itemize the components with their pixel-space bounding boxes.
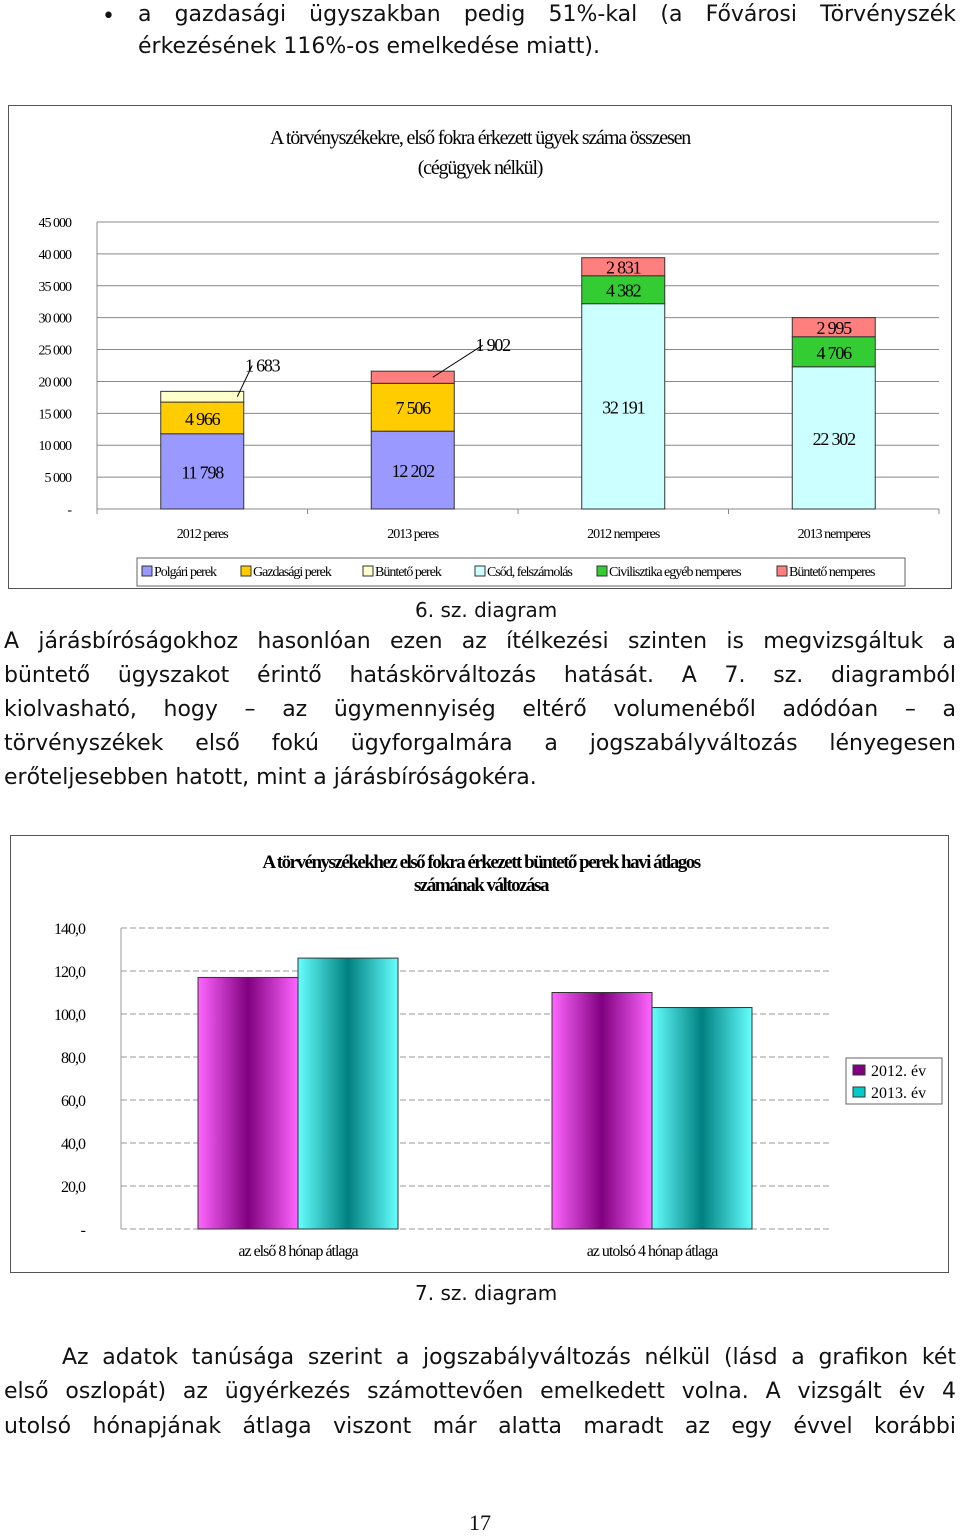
- paragraph-1-line-1: A járásbíróságokhoz hasonlóan ezen az ítélkezési szinten is megvizsgáltuk a: [4, 629, 956, 654]
- data-label: 4 382: [605, 280, 641, 301]
- y-tick-label: 40 000: [38, 247, 71, 263]
- intro-line-2: érkezésének 116%-os emelkedése miatt).: [138, 34, 600, 59]
- page-number: 17: [469, 1510, 491, 1535]
- bar-segment: [161, 391, 244, 402]
- legend-label: 2013. év: [871, 1085, 927, 1102]
- paragraph-2-line-1: Az adatok tanúsága szerint a jogszabályváltozás nélkül (lásd a grafikon két: [62, 1345, 956, 1370]
- legend-label: Csőd, felszámolás: [487, 565, 572, 580]
- y-tick-label: 45 000: [38, 216, 71, 231]
- legend-label: 2012. év: [871, 1063, 927, 1080]
- legend-swatch: [597, 566, 607, 576]
- chart-1-title: A törvényszékekre, első fokra érkezett ügyek száma összesen: [269, 127, 691, 149]
- paragraph-1-line-5: erőteljesebben hatott, mint a járásbíróságokéra.: [4, 765, 537, 790]
- data-label: 22 302: [812, 428, 855, 449]
- x-tick-label: az utolsó 4 hónap átlaga: [586, 1243, 718, 1260]
- legend-label: Gazdasági perek: [253, 565, 331, 580]
- x-tick-label: 2012 nemperes: [587, 527, 660, 542]
- bar-segment: [371, 371, 454, 383]
- chart-1-svg: [9, 106, 951, 588]
- chart-2-title-2: számának változása: [414, 875, 548, 896]
- data-label: 4 966: [184, 408, 220, 429]
- y-tick-label: -: [80, 1222, 85, 1239]
- x-tick-label: az első 8 hónap átlaga: [238, 1243, 358, 1260]
- legend-swatch: [853, 1065, 865, 1075]
- chart-1-caption: 6. sz. diagram: [415, 598, 558, 622]
- paragraph-2-line-3: utolsó hónapjának átlaga viszont már alatta maradt az egy évvel korábbi: [4, 1414, 956, 1439]
- bar: [298, 958, 398, 1229]
- y-tick-label: 15 000: [38, 407, 71, 423]
- chart-1: [8, 105, 952, 589]
- data-label: 32 191: [602, 397, 645, 418]
- y-tick-label: 60,0: [61, 1093, 85, 1110]
- intro-line-1: a gazdasági ügyszakban pedig 51%-kal (a Fővárosi Törvényszék: [138, 2, 956, 27]
- legend-swatch: [241, 566, 251, 576]
- x-tick-label: 2013 peres: [387, 527, 439, 542]
- legend-swatch: [777, 566, 787, 576]
- data-label: 2 995: [816, 318, 852, 339]
- data-label: 7 506: [395, 398, 431, 419]
- y-tick-label: 30 000: [38, 311, 71, 327]
- data-label: 1 683: [244, 355, 280, 376]
- y-tick-label: 25 000: [38, 343, 71, 359]
- paragraph-1-line-3: kiolvasható, hogy – az ügymennyiség eltérő volumenéből adódóan – a: [4, 697, 956, 722]
- chart-2-caption: 7. sz. diagram: [415, 1281, 558, 1305]
- paragraph-2-line-2: első oszlopát) az ügyérkezés számottevően emelkedett volna. A vizsgált év 4: [4, 1379, 956, 1404]
- legend-swatch: [475, 566, 485, 576]
- legend-label: Civilisztika egyéb nemperes: [609, 565, 741, 580]
- chart-2: [10, 835, 949, 1273]
- legend-label: Büntető nemperes: [789, 565, 875, 580]
- x-tick-label: 2013 nemperes: [797, 527, 870, 542]
- y-tick-label: 100,0: [54, 1007, 85, 1024]
- y-tick-label: 20 000: [38, 375, 71, 391]
- y-tick-label: -: [67, 503, 71, 518]
- legend-label: Polgári perek: [154, 565, 217, 580]
- data-label: 11 798: [181, 462, 224, 483]
- y-tick-label: 10 000: [38, 439, 71, 455]
- data-label: 1 902: [475, 335, 511, 356]
- paragraph-1-line-4: törvényszékek első fokú ügyforgalmára a jogszabályváltozás lényegesen: [4, 731, 956, 756]
- legend-swatch: [363, 566, 373, 576]
- legend-swatch: [142, 566, 152, 576]
- legend-label: Büntető perek: [375, 565, 441, 580]
- legend-swatch: [853, 1087, 865, 1097]
- y-tick-label: 140,0: [54, 921, 85, 938]
- y-tick-label: 40,0: [61, 1136, 85, 1153]
- data-label: 12 202: [391, 461, 434, 482]
- bar: [198, 977, 298, 1229]
- y-tick-label: 20,0: [61, 1179, 85, 1196]
- paragraph-1-line-2: büntető ügyszakot érintő hatáskörváltozás hatását. A 7. sz. diagramból: [4, 663, 956, 688]
- chart-2-svg: [11, 836, 948, 1272]
- data-label: 4 706: [816, 342, 852, 363]
- chart-2-title: A törvényszékekhez első fokra érkezett büntető perek havi átlagos: [262, 852, 700, 873]
- y-tick-label: 80,0: [61, 1050, 85, 1067]
- y-tick-label: 35 000: [38, 279, 71, 295]
- x-tick-label: 2012 peres: [176, 527, 228, 542]
- y-tick-label: 120,0: [54, 964, 85, 981]
- bar: [652, 1008, 752, 1229]
- bullet-dot: •: [102, 4, 115, 29]
- data-label: 2 831: [605, 257, 641, 278]
- bar: [552, 993, 652, 1230]
- y-tick-label: 5 000: [44, 471, 71, 487]
- chart-1-subtitle: (cégügyek nélkül): [417, 157, 543, 179]
